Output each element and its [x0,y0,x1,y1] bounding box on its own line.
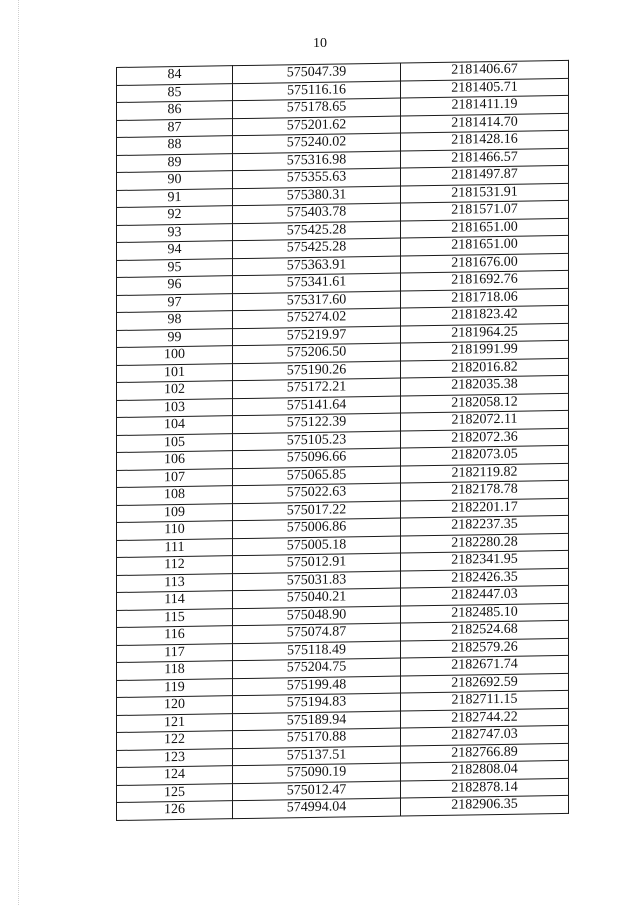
point-number-cell: 102 [117,381,233,400]
x-coordinate-cell: 575190.26 [233,361,401,381]
point-number-cell: 111 [117,538,233,557]
point-number-cell: 115 [117,608,233,627]
point-number-cell: 123 [117,748,233,767]
x-coordinate-cell: 575006.86 [233,518,401,538]
y-coordinate-cell: 2181405.71 [401,78,569,98]
y-coordinate-cell: 2182485.10 [401,603,569,623]
x-coordinate-cell: 575403.78 [233,203,401,223]
point-number-cell: 94 [117,241,233,260]
point-number-cell: 122 [117,731,233,750]
y-coordinate-cell: 2181991.99 [401,340,569,360]
x-coordinate-cell: 575096.66 [233,448,401,468]
point-number-cell: 88 [117,136,233,155]
point-number-cell: 103 [117,398,233,417]
x-coordinate-cell: 575116.16 [233,81,401,101]
point-number-cell: 86 [117,101,233,120]
x-coordinate-cell: 575012.91 [233,553,401,573]
y-coordinate-cell: 2182035.38 [401,375,569,395]
x-coordinate-cell: 575341.61 [233,273,401,293]
y-coordinate-cell: 2181571.07 [401,200,569,220]
x-coordinate-cell: 575206.50 [233,343,401,363]
x-coordinate-cell: 575172.21 [233,378,401,398]
y-coordinate-cell: 2182711.15 [401,690,569,710]
y-coordinate-cell: 2182072.36 [401,428,569,448]
y-coordinate-cell: 2182426.35 [401,568,569,588]
y-coordinate-cell: 2182906.35 [401,795,569,815]
y-coordinate-cell: 2182579.26 [401,638,569,658]
x-coordinate-cell: 575090.19 [233,763,401,783]
point-number-cell: 116 [117,626,233,645]
x-coordinate-cell: 575048.90 [233,606,401,626]
x-coordinate-cell: 575005.18 [233,536,401,556]
x-coordinate-cell: 575040.21 [233,588,401,608]
x-coordinate-cell: 575380.31 [233,186,401,206]
point-number-cell: 120 [117,696,233,715]
y-coordinate-cell: 2182744.22 [401,708,569,728]
scan-edge-line [18,0,19,905]
point-number-cell: 85 [117,83,233,102]
x-coordinate-cell: 575240.02 [233,133,401,153]
x-coordinate-cell: 575199.48 [233,676,401,696]
y-coordinate-cell: 2181676.00 [401,253,569,273]
x-coordinate-cell: 575122.39 [233,413,401,433]
x-coordinate-cell: 575274.02 [233,308,401,328]
coordinates-table [116,60,569,821]
y-coordinate-cell: 2181692.76 [401,270,569,290]
x-coordinate-cell: 575137.51 [233,746,401,766]
x-coordinate-cell: 575194.83 [233,693,401,713]
y-coordinate-cell: 2181823.42 [401,305,569,325]
point-number-cell: 110 [117,521,233,540]
y-coordinate-cell: 2182747.03 [401,725,569,745]
point-number-cell: 91 [117,188,233,207]
coordinates-table-body [117,60,569,820]
x-coordinate-cell: 575022.63 [233,483,401,503]
y-coordinate-cell: 2182201.17 [401,498,569,518]
point-number-cell: 104 [117,416,233,435]
y-coordinate-cell: 2182524.68 [401,620,569,640]
point-number-cell: 105 [117,433,233,452]
x-coordinate-cell: 575317.60 [233,291,401,311]
x-coordinate-cell: 575118.49 [233,641,401,661]
x-coordinate-cell: 575170.88 [233,728,401,748]
point-number-cell: 118 [117,661,233,680]
y-coordinate-cell: 2182016.82 [401,358,569,378]
point-number-cell: 107 [117,468,233,487]
x-coordinate-cell: 575178.65 [233,98,401,118]
y-coordinate-cell: 2182692.59 [401,673,569,693]
point-number-cell: 124 [117,766,233,785]
point-number-cell: 99 [117,328,233,347]
point-number-cell: 108 [117,486,233,505]
x-coordinate-cell: 575316.98 [233,151,401,171]
point-number-cell: 117 [117,643,233,662]
x-coordinate-cell: 575012.47 [233,781,401,801]
point-number-cell: 93 [117,223,233,242]
point-number-cell: 89 [117,153,233,172]
point-number-cell: 92 [117,206,233,225]
y-coordinate-cell: 2181497.87 [401,165,569,185]
point-number-cell: 96 [117,276,233,295]
x-coordinate-cell: 575425.28 [233,238,401,258]
y-coordinate-cell: 2181406.67 [401,60,569,80]
y-coordinate-cell: 2182766.89 [401,743,569,763]
point-number-cell: 98 [117,311,233,330]
point-number-cell: 125 [117,783,233,802]
point-number-cell: 87 [117,118,233,137]
x-coordinate-cell: 575074.87 [233,623,401,643]
x-coordinate-cell: 575189.94 [233,711,401,731]
y-coordinate-cell: 2181531.91 [401,183,569,203]
point-number-cell: 95 [117,258,233,277]
y-coordinate-cell: 2182280.28 [401,533,569,553]
point-number-cell: 109 [117,503,233,522]
x-coordinate-cell: 575201.62 [233,116,401,136]
point-number-cell: 113 [117,573,233,592]
x-coordinate-cell: 575219.97 [233,326,401,346]
y-coordinate-cell: 2182447.03 [401,585,569,605]
x-coordinate-cell: 575141.64 [233,396,401,416]
page-number: 10 [313,36,327,51]
y-coordinate-cell: 2182073.05 [401,445,569,465]
x-coordinate-cell: 575047.39 [233,63,401,83]
y-coordinate-cell: 2181428.16 [401,130,569,150]
y-coordinate-cell: 2181964.25 [401,323,569,343]
point-number-cell: 84 [117,66,233,85]
point-number-cell: 119 [117,678,233,697]
x-coordinate-cell: 575355.63 [233,168,401,188]
point-number-cell: 97 [117,293,233,312]
y-coordinate-cell: 2182072.11 [401,410,569,430]
y-coordinate-cell: 2181414.70 [401,113,569,133]
x-coordinate-cell: 575204.75 [233,658,401,678]
x-coordinate-cell: 575425.28 [233,221,401,241]
y-coordinate-cell: 2182119.82 [401,463,569,483]
y-coordinate-cell: 2181651.00 [401,218,569,238]
y-coordinate-cell: 2182808.04 [401,760,569,780]
x-coordinate-cell: 574994.04 [233,798,401,818]
x-coordinate-cell: 575031.83 [233,571,401,591]
point-number-cell: 90 [117,171,233,190]
point-number-cell: 114 [117,591,233,610]
y-coordinate-cell: 2181718.06 [401,288,569,308]
point-number-cell: 126 [117,801,233,820]
y-coordinate-cell: 2182878.14 [401,778,569,798]
y-coordinate-cell: 2182237.35 [401,515,569,535]
point-number-cell: 112 [117,556,233,575]
point-number-cell: 106 [117,451,233,470]
y-coordinate-cell: 2181466.57 [401,148,569,168]
y-coordinate-cell: 2182058.12 [401,393,569,413]
point-number-cell: 100 [117,346,233,365]
x-coordinate-cell: 575105.23 [233,431,401,451]
point-number-cell: 101 [117,363,233,382]
y-coordinate-cell: 2182341.95 [401,550,569,570]
y-coordinate-cell: 2182671.74 [401,655,569,675]
point-number-cell: 121 [117,713,233,732]
y-coordinate-cell: 2181651.00 [401,235,569,255]
x-coordinate-cell: 575065.85 [233,466,401,486]
x-coordinate-cell: 575017.22 [233,501,401,521]
x-coordinate-cell: 575363.91 [233,256,401,276]
y-coordinate-cell: 2182178.78 [401,480,569,500]
y-coordinate-cell: 2181411.19 [401,95,569,115]
